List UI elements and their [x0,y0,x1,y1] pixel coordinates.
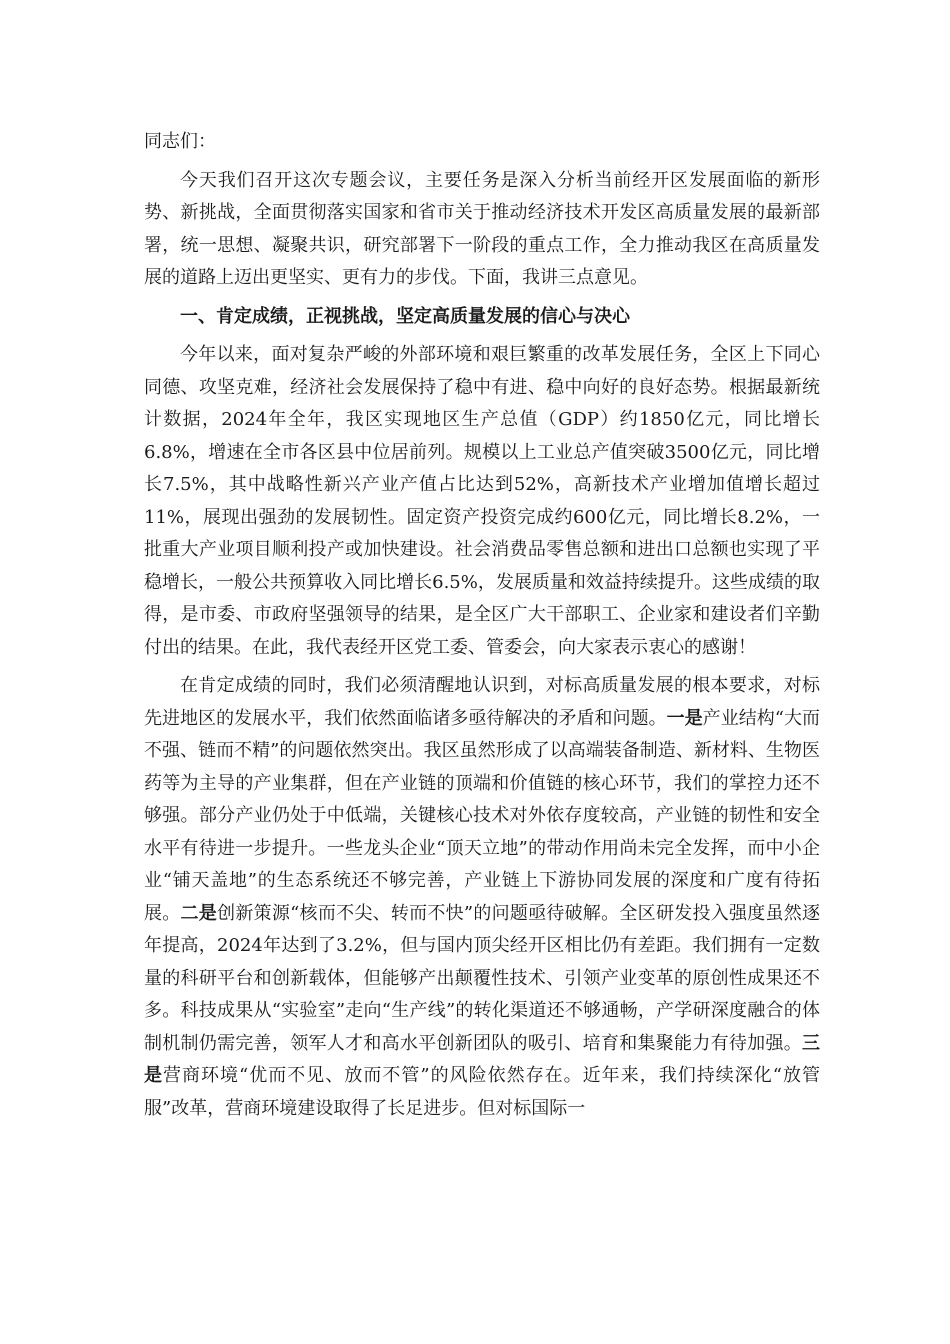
point-text-3: 营商环境“优而不见、放而不管”的风险依然存在。近年来，我们持续深化“放管服”改革，营商环境建设取得了长足进步。但对标国际一 [144,1065,820,1119]
section-heading-1: 一、肯定成绩，正视挑战，坚定高质量发展的信心与决心 [180,305,630,327]
challenges-lead: 在肯定成绩的同时，我们必须清醒地认识到，对标高质量发展的根本要求，对标先进地区的发展水平，我们依然面临诸多亟待解决的矛盾和问题。 [144,675,820,729]
intro-paragraph: 今天我们召开这次专题会议，主要任务是深入分析当前经开区发展面临的新形势、新挑战，全面贯彻落实国家和省市关于推动经济技术开发区高质量发展的最新部署，统一思想、凝聚共识，研究部署下一阶段的重点工作，全力推动我区在高质量发展的道路上迈出更坚实、更有力的步伐。下面，我讲三点意见。 [144,169,820,288]
point-marker-3: 三是 [144,1032,820,1086]
achievements-paragraph: 今年以来，面对复杂严峻的外部环境和艰巨繁重的改革发展任务，全区上下同心同德、攻坚克难，经济社会发展保持了稳中有进、稳中向好的良好态势。根据最新统计数据，2024年全年，我区实现地区生产总值（GDP）约1850亿元，同比增长6.8%，增速在全市各区县中位居前列。规模以上工业总产值突破3500亿元，同比增长7.5%，其中战略性新兴产业产值占比达到52%，高新技术产业增加值增长超过11%，展现出强劲的发展韧性。固定资产投资完成约600亿元，同比增长8.2%，一批重大产业项目顺利投产或加快建设。社会消费品零售总额和进出口总额也实现了平稳增长，一般公共预算收入同比增长6.5%，发展质量和效益持续提升。这些成绩的取得，是市委、市政府坚强领导的结果，是全区广大干部职工、企业家和建设者们辛勤付出的结果。在此，我代表经开区党工委、管委会，向大家表示衷心的感谢！ [144,344,820,658]
point-text-1: 产业结构“大而不强、链而不精”的问题依然突出。我区虽然形成了以高端装备制造、新材料、生物医药等为主导的产业集群，但在产业链的顶端和价值链的核心环节，我们的掌控力还不够强。部分产业仍处于中低端，关键核心技术对外依存度较高，产业链的韧性和安全水平有待进一步提升。一些龙头企业“顶天立地”的带动作用尚未完全发挥，而中小企业“铺天盖地”的生态系统还不够完善，产业链上下游协同发展的深度和广度有待拓展。 [144,707,821,924]
point-marker-1: 一是 [666,707,703,729]
point-text-2: 创新策源“核而不尖、转而不快”的问题亟待破解。全区研发投入强度虽然逐年提高，2024年达到了3.2%，但与国内顶尖经开区相比仍有差距。我们拥有一定数量的科研平台和创新载体，但能够产出颠覆性技术、引领产业变革的原创性成果还不多。科技成果从“实验室”走向“生产线”的转化渠道还不够通畅，产学研深度融合的体制机制仍需完善，领军人才和高水平创新团队的吸引、培育和集聚能力有待加强。 [144,902,821,1054]
salutation: 同志们： [144,131,216,152]
point-marker-2: 二是 [180,902,218,924]
challenges-paragraph [144,670,820,1125]
document-body [144,126,820,1125]
